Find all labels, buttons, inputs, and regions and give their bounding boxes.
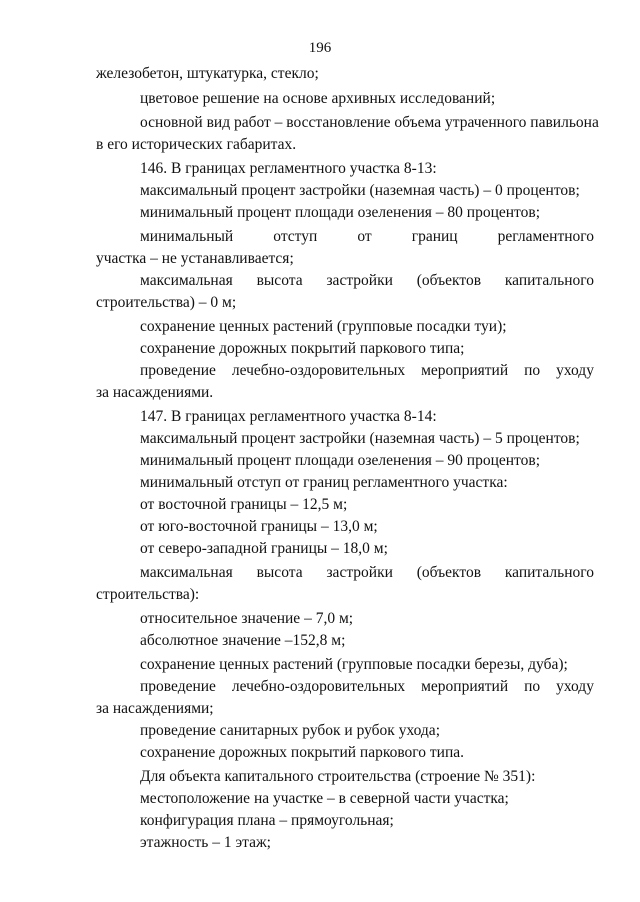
text-line: за насаждениями.	[96, 384, 214, 401]
text-line: максимальный процент застройки (наземная часть) – 0 процентов;	[140, 182, 580, 199]
word: лечебно-оздоровительных	[231, 678, 406, 695]
text-line: сохранение дорожных покрытий паркового типа;	[140, 340, 465, 357]
text-line: сохранение ценных растений (групповые посадки туи);	[140, 318, 507, 335]
section-heading-146: 146. В границах регламентного участка 8-13:	[140, 160, 437, 177]
text-line: строительства) – 0 м;	[96, 294, 237, 311]
word: отступ	[273, 228, 318, 245]
word: максимальная	[140, 564, 233, 581]
text-line: проведение санитарных рубок и рубок ухода;	[140, 722, 440, 739]
text-line: от юго-восточной границы – 13,0 м;	[140, 518, 378, 535]
text-line: Для объекта капитального строительства (строение № 351):	[140, 768, 536, 785]
word: застройки	[326, 564, 393, 581]
word: по	[524, 362, 541, 379]
text-line: максимальный процент застройки (наземная часть) – 5 процентов;	[140, 430, 580, 447]
word: лечебно-оздоровительных	[231, 362, 406, 379]
text-line: относительное значение – 7,0 м;	[140, 610, 354, 627]
word: регламентного	[497, 228, 594, 245]
text-line: минимальный процент площади озеленения – 90 процентов;	[140, 452, 541, 469]
word: высота	[256, 564, 303, 581]
section-heading-147: 147. В границах регламентного участка 8-14:	[140, 408, 437, 425]
word: проведение	[140, 678, 216, 695]
text-line: сохранение дорожных покрытий паркового типа.	[140, 744, 465, 761]
word: (объектов	[416, 564, 482, 581]
word: минимальный	[140, 228, 234, 245]
word: капитального	[504, 564, 594, 581]
text-line: от восточной границы – 12,5 м;	[140, 496, 348, 513]
word: границ	[411, 228, 458, 245]
word: мероприятий	[421, 362, 509, 379]
word: максимальная	[140, 272, 233, 289]
text-line: за насаждениями;	[96, 700, 214, 717]
text-line: абсолютное значение –152,8 м;	[140, 632, 346, 649]
text-line: от северо-западной границы – 18,0 м;	[140, 540, 388, 557]
text-line: основной вид работ – восстановление объема утраченного павильона	[140, 114, 599, 131]
word: по	[524, 678, 541, 695]
justified-line	[140, 228, 594, 246]
word: застройки	[326, 272, 393, 289]
text-line: этажность – 1 этаж;	[140, 834, 271, 851]
justified-line	[140, 678, 594, 696]
text-line: сохранение ценных растений (групповые посадки березы, дуба);	[140, 656, 568, 673]
word: (объектов	[416, 272, 482, 289]
word: уходу	[556, 362, 594, 379]
word: уходу	[556, 678, 594, 695]
justified-line	[140, 362, 594, 380]
text-line: в его исторических габаритах.	[96, 136, 297, 153]
justified-line	[140, 272, 594, 290]
text-line: цветовое решение на основе архивных исследований;	[140, 90, 496, 107]
text-line: участка – не устанавливается;	[96, 250, 294, 267]
page-number: 196	[308, 40, 332, 56]
text-line: железобетон, штукатурка, стекло;	[96, 65, 319, 82]
word: от	[357, 228, 372, 245]
text-line: местоположение на участке – в северной части участка;	[140, 790, 509, 807]
text-line: минимальный отступ от границ регламентного участка:	[140, 474, 508, 491]
text-line: минимальный процент площади озеленения – 80 процентов;	[140, 204, 541, 221]
word: капитального	[504, 272, 594, 289]
word: мероприятий	[421, 678, 509, 695]
text-line: конфигурация плана – прямоугольная;	[140, 812, 394, 829]
justified-line	[140, 564, 594, 582]
text-line: строительства):	[96, 586, 200, 603]
word: проведение	[140, 362, 216, 379]
word: высота	[256, 272, 303, 289]
